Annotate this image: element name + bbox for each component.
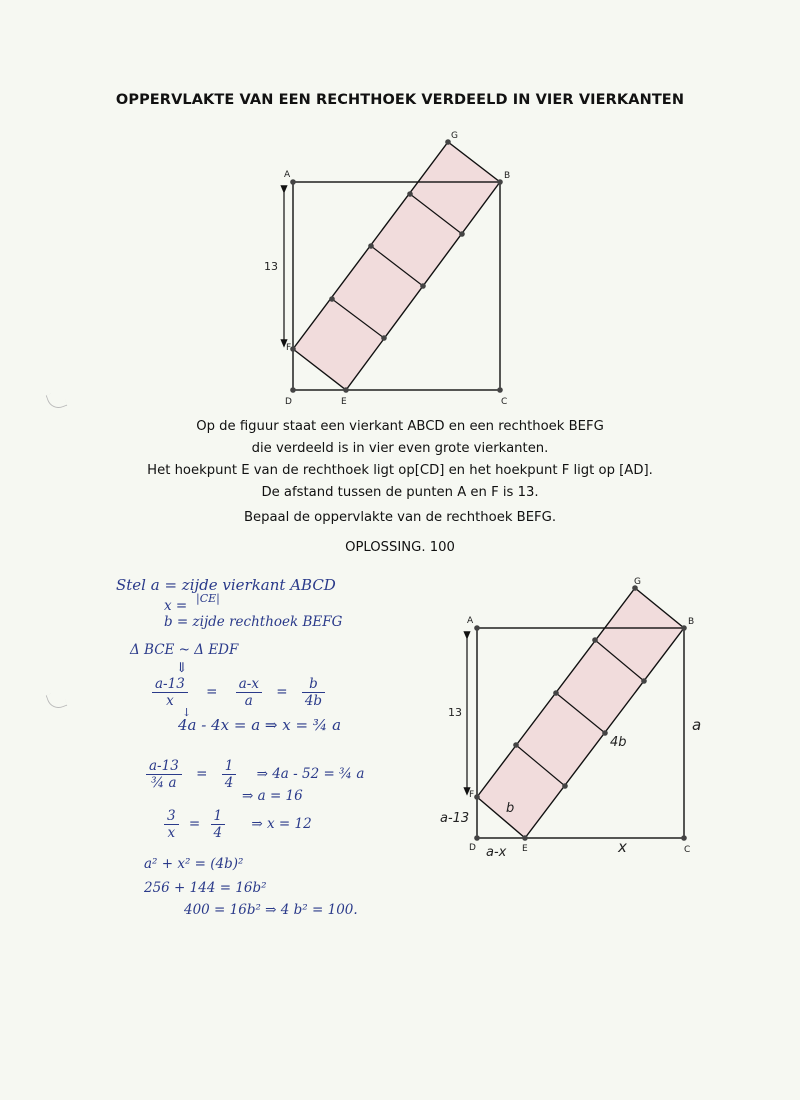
measure-13: 13 xyxy=(448,706,462,719)
label-f: F xyxy=(469,790,475,800)
label-e: E xyxy=(522,844,528,854)
hw-line-pythagoras: a² + x² = (4b)² xyxy=(144,856,244,872)
hw-arrow-small: ↓ xyxy=(182,706,192,719)
hw-equation-2: $\frac{a-13}{\text{¾ a}}$ = $\frac{1}{4}$ ⇒ 4a - 52 = ¾ a xyxy=(146,758,364,791)
label-f: F xyxy=(286,343,292,353)
label-g: G xyxy=(451,131,458,141)
label-g: G xyxy=(634,577,641,587)
hw-ratio-equation: $\frac{a-13}{x}$ = $\frac{a-x}{a}$ = $\frac{b}{4b}$ xyxy=(152,676,325,709)
label-d: D xyxy=(285,397,292,407)
description-line: De afstand tussen de punten A en F is 13. xyxy=(261,485,539,500)
hw-equation-3: $\frac{3}{x}$ = $\frac{1}{4}$ ⇒ x = 12 xyxy=(164,808,312,841)
label-e: E xyxy=(341,397,347,407)
hw-label-a13: a-13 xyxy=(440,811,470,826)
hw-label-ax: a-x xyxy=(486,845,507,860)
hw-label-4b: 4b xyxy=(610,735,627,750)
hw-line-b: b = zijde rechthoek BEFG xyxy=(164,614,343,630)
hw-line-400: 400 = 16b² ⇒ 4 b² = 100. xyxy=(184,902,358,918)
label-c: C xyxy=(501,397,508,407)
description-line: Op de figuur staat een vierkant ABCD en een rechthoek BEFG xyxy=(196,419,604,434)
hw-label-b: b xyxy=(506,801,515,816)
hw-line-ce: |CE| xyxy=(196,592,220,605)
label-a: A xyxy=(467,616,474,626)
hw-arrow-down: ⇓ xyxy=(176,660,188,676)
label-d: D xyxy=(469,843,476,853)
hw-label-a: a xyxy=(692,716,702,734)
description-line: die verdeeld is in vier even grote vierkanten. xyxy=(251,441,549,456)
label-b: B xyxy=(688,617,695,627)
hw-line-256: 256 + 144 = 16b² xyxy=(144,880,267,896)
hw-line-similar: Δ BCE ~ Δ EDF xyxy=(130,642,239,658)
hw-line-stel: Stel a = zijde vierkant ABCD xyxy=(116,576,336,594)
hw-line-x: x = xyxy=(164,598,188,614)
hw-label-x: x xyxy=(618,838,627,856)
label-b: B xyxy=(504,171,511,181)
label-c: C xyxy=(684,845,691,855)
answer-text: OPLOSSING. 100 xyxy=(345,540,455,555)
label-a: A xyxy=(284,170,291,180)
hw-line-a16: ⇒ a = 16 xyxy=(242,788,303,804)
measure-13: 13 xyxy=(264,260,278,273)
question-text: Bepaal de oppervlakte van de rechthoek BEFG. xyxy=(243,510,557,525)
description-line: Het hoekpunt E van de rechthoek ligt op[CD] en het hoekpunt F ligt op [AD]. xyxy=(147,463,653,478)
hw-line-4a: 4a - 4x = a ⇒ x = ¾ a xyxy=(178,716,342,734)
page-title: OPPERVLAKTE VAN EEN RECHTHOEK VERDEELD IN VIER VIERKANTEN xyxy=(115,92,685,108)
